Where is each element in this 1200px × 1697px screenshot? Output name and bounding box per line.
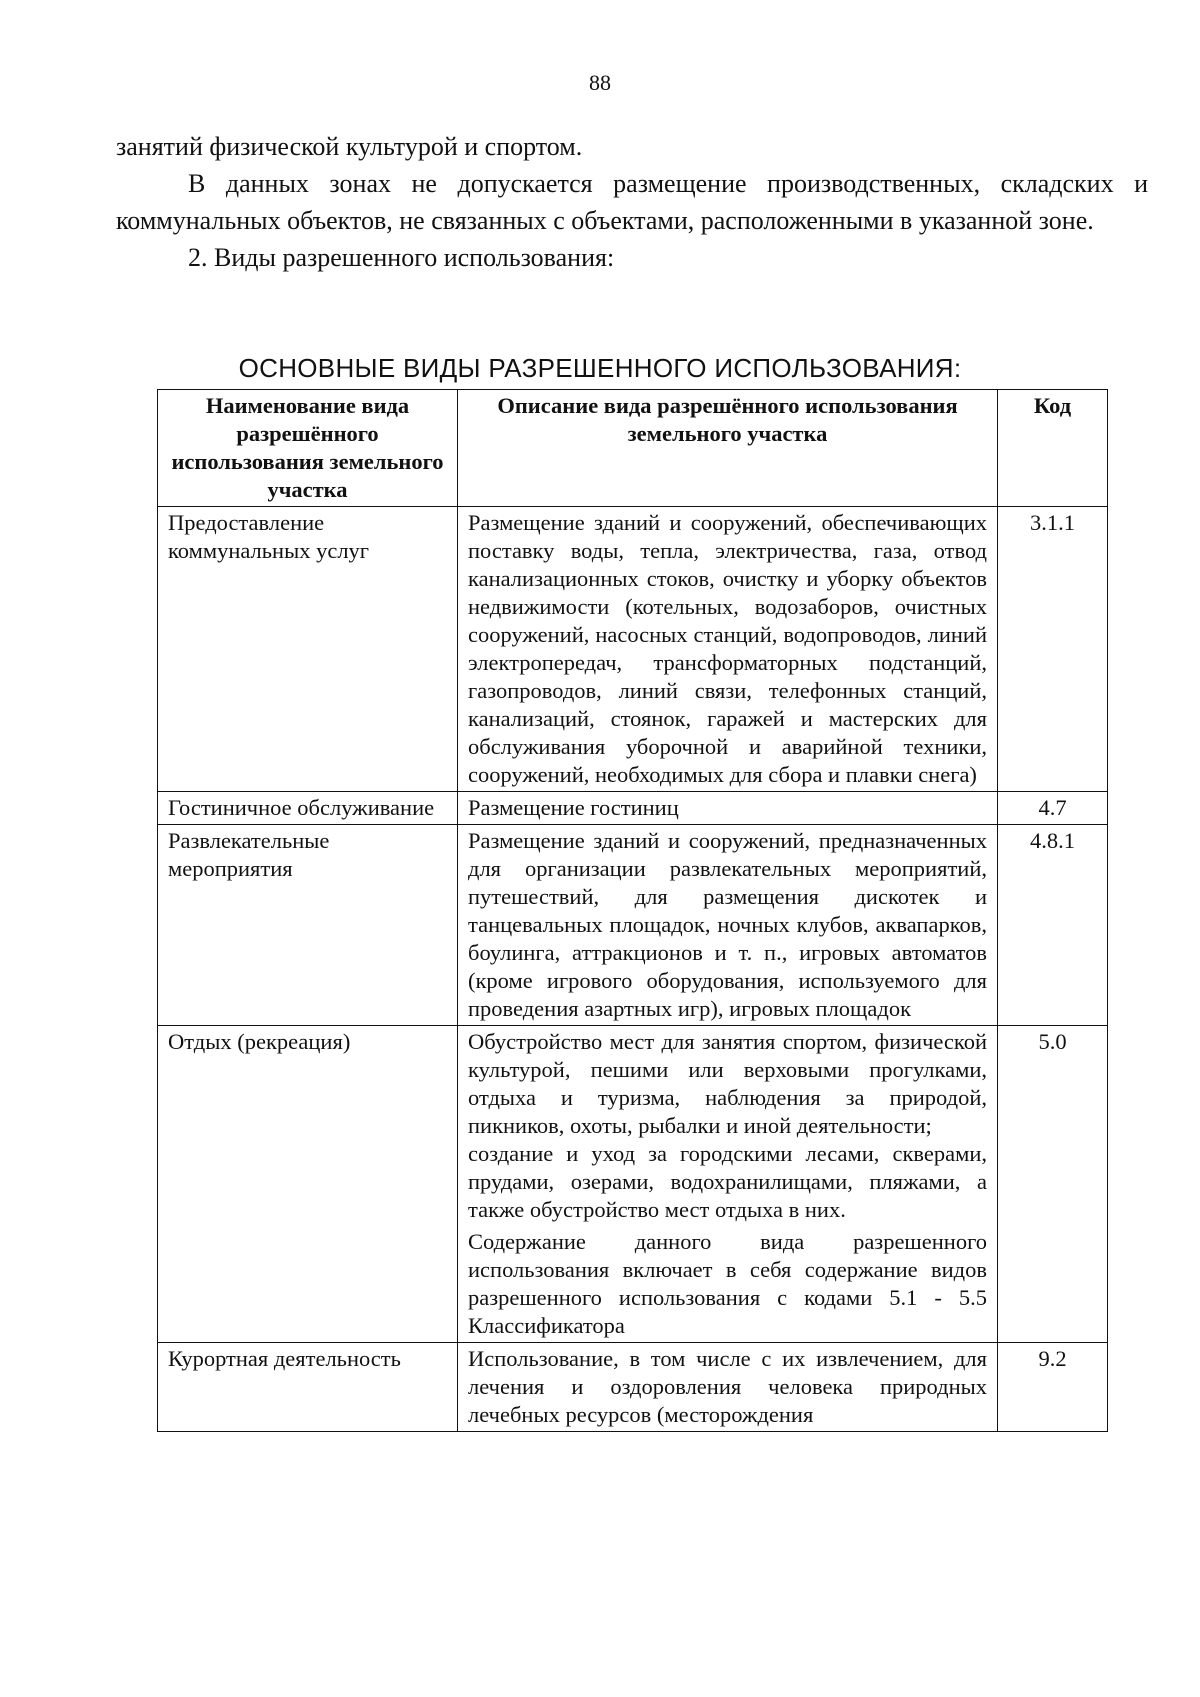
description-paragraph: Размещение зданий и сооружений, обеспечивающих поставку воды, тепла, электричества, газа, отвод канализационных стоков, очистку и уборку объектов недвижимости (котельных, водозаборов, очистных сооружений, насосных станций, водопроводов, линий электропередач, трансформаторных подстанций, газопроводов, линий связи, телефонных станций, канализаций, стоянок, гаражей и мастерских для обслуживания уборочной и аварийной техники, сооружений, необходимых для сбора и плавки снега) <box>468 510 987 787</box>
description-paragraph: Обустройство мест для занятия спортом, физической культурой, пешими или верховыми прогулками, отдыха и туризма, наблюдения за природой, пикников, охоты, рыбалки и иной деятельности; <box>468 1029 987 1138</box>
body-text <box>116 128 1148 276</box>
row-code: 9.2 <box>998 1343 1108 1432</box>
description-paragraph: Размещение гостиниц <box>468 795 679 820</box>
row-code: 4.8.1 <box>998 825 1108 1026</box>
description-paragraph: Размещение зданий и сооружений, предназначенных для организации развлекательных мероприятий, путешествий, для размещения дискотек и танцевальных площадок, ночных клубов, аквапарков, боулинга, аттракционов и т. п., игровых автоматов (кроме игрового оборудования, используемого для проведения азартных игр), игровых площадок <box>468 828 987 1021</box>
row-code: 5.0 <box>998 1026 1108 1343</box>
description-paragraph: Содержание данного вида разрешенного использования включает в себя содержание видов разрешенного использования с кодами 5.1 - 5.5 Классификатора <box>468 1229 987 1338</box>
table-row <box>158 825 1108 1026</box>
row-description <box>458 792 998 825</box>
header-code: Код <box>998 390 1108 507</box>
row-name: Курортная деятельность <box>158 1343 458 1432</box>
row-name: Отдых (рекреация) <box>158 1026 458 1343</box>
description-paragraph: создание и уход за городскими лесами, скверами, прудами, озерами, водохранилищами, пляжами, а также обустройство мест отдыха в них. <box>468 1141 987 1222</box>
page-number: 88 <box>589 70 611 95</box>
row-name: Развлекательные мероприятия <box>158 825 458 1026</box>
paragraph-restrictions: В данных зонах не допускается размещение производственных, складских и коммунальных объектов, не связанных с объектами, расположенными в указанной зоне. <box>116 169 1148 235</box>
paragraph-continuation: занятий физической культурой и спортом. <box>116 132 583 161</box>
table-row <box>158 507 1108 792</box>
row-code: 3.1.1 <box>998 507 1108 792</box>
paragraph-permitted-uses: 2. Виды разрешенного использования: <box>188 243 615 272</box>
permitted-uses-table <box>157 389 1108 1432</box>
table-row <box>158 1343 1108 1432</box>
row-name: Гостиничное обслуживание <box>158 792 458 825</box>
row-description <box>458 825 998 1026</box>
row-description <box>458 507 998 792</box>
table-row <box>158 1026 1108 1343</box>
row-description <box>458 1026 998 1343</box>
row-description <box>458 1343 998 1432</box>
header-name: Наименование вида разрешённого использования земельного участка <box>158 390 458 507</box>
row-name: Предоставление коммунальных услуг <box>158 507 458 792</box>
description-paragraph: Использование, в том числе с их извлечением, для лечения и оздоровления человека природных лечебных ресурсов (месторождения <box>468 1346 987 1427</box>
table-row <box>158 792 1108 825</box>
header-description: Описание вида разрешённого использования земельного участка <box>458 390 998 507</box>
section-title: ОСНОВНЫЕ ВИДЫ РАЗРЕШЕННОГО ИСПОЛЬЗОВАНИЯ: <box>238 353 962 383</box>
row-code: 4.7 <box>998 792 1108 825</box>
table-header-row <box>158 390 1108 507</box>
